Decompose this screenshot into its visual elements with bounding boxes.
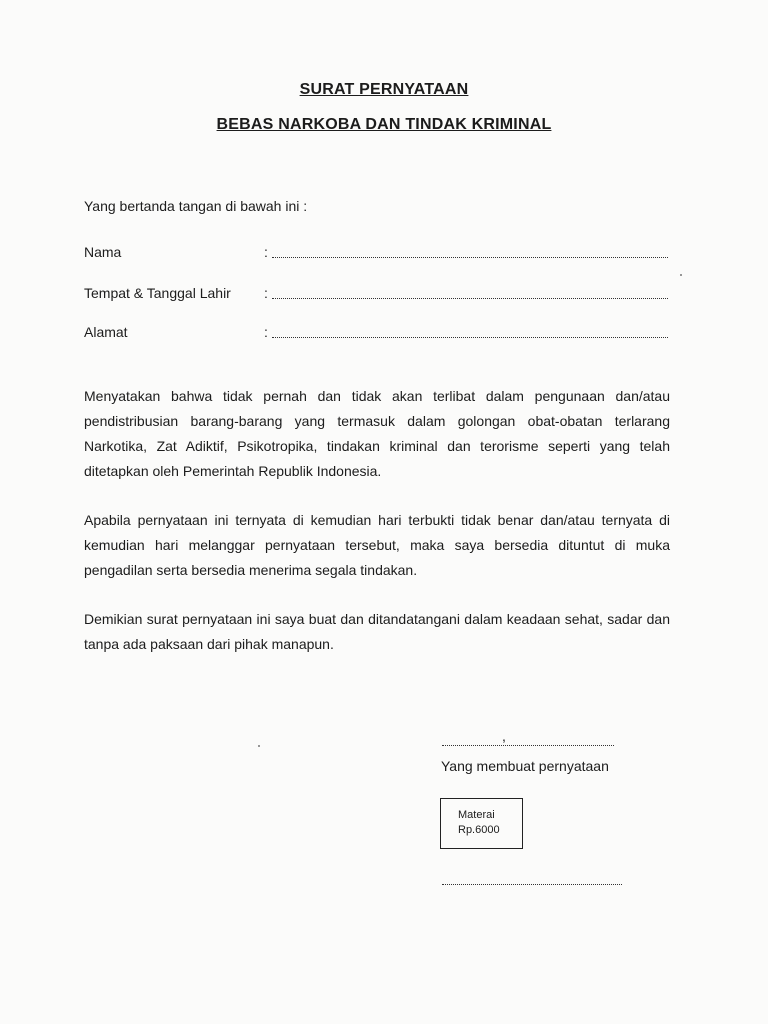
field-name [84, 244, 674, 264]
field-address-label: Alamat [84, 324, 128, 340]
place-date-blank-line [442, 737, 614, 746]
field-address [84, 324, 674, 344]
revenue-stamp-box [440, 798, 523, 849]
statement-paragraph: Menyatakan bahwa tidak pernah dan tidak akan terlibat dalam pengunaan dan/atau pendistribusian barang-barang yang termasuk dalam golongan obat-obatan terlarang Narkotika, Zat Adiktif, Psikotropika, tindakan kriminal dan terorisme seperti yang telah ditetapkan oleh Pemerintah Republik Indonesia. [84, 388, 670, 479]
field-address-blank-line [272, 337, 668, 338]
consequence-paragraph: Apabila pernyataan ini ternyata di kemudian hari terbukti tidak benar dan/atau ternyata di kemudian hari melanggar pernyataan tersebut, maka saya bersedia dituntut di muka pengadilan serta bersedia menerima segala tindakan. [84, 512, 670, 578]
document-title: SURAT PERNYATAAN [299, 81, 469, 98]
field-birth-place-date-separator: : [264, 285, 268, 301]
field-birth-place-date-label: Tempat & Tanggal Lahir [84, 285, 231, 301]
field-name-separator: : [264, 244, 268, 260]
document-subtitle: BEBAS NARKOBA DAN TINDAK KRIMINAL [216, 116, 552, 133]
stamp-label: Materai [458, 809, 495, 821]
place-date-separator: , [502, 728, 506, 744]
scan-speck [258, 745, 260, 747]
signer-label: Yang membuat pernyataan [441, 758, 609, 774]
scan-speck [680, 274, 682, 276]
closing-paragraph: Demikian surat pernyataan ini saya buat dan ditandatangani dalam keadaan sehat, sadar dan tanpa ada paksaan dari pihak manapun. [84, 611, 670, 652]
intro-text: Yang bertanda tangan di bawah ini : [84, 198, 308, 214]
field-birth-place-date [84, 285, 674, 305]
field-name-label: Nama [84, 244, 122, 260]
stamp-value: Rp.6000 [458, 824, 500, 836]
field-birth-place-date-blank-line [272, 298, 668, 299]
field-name-blank-line [272, 257, 668, 258]
signature-name-blank-line [442, 876, 622, 885]
field-address-separator: : [264, 324, 268, 340]
